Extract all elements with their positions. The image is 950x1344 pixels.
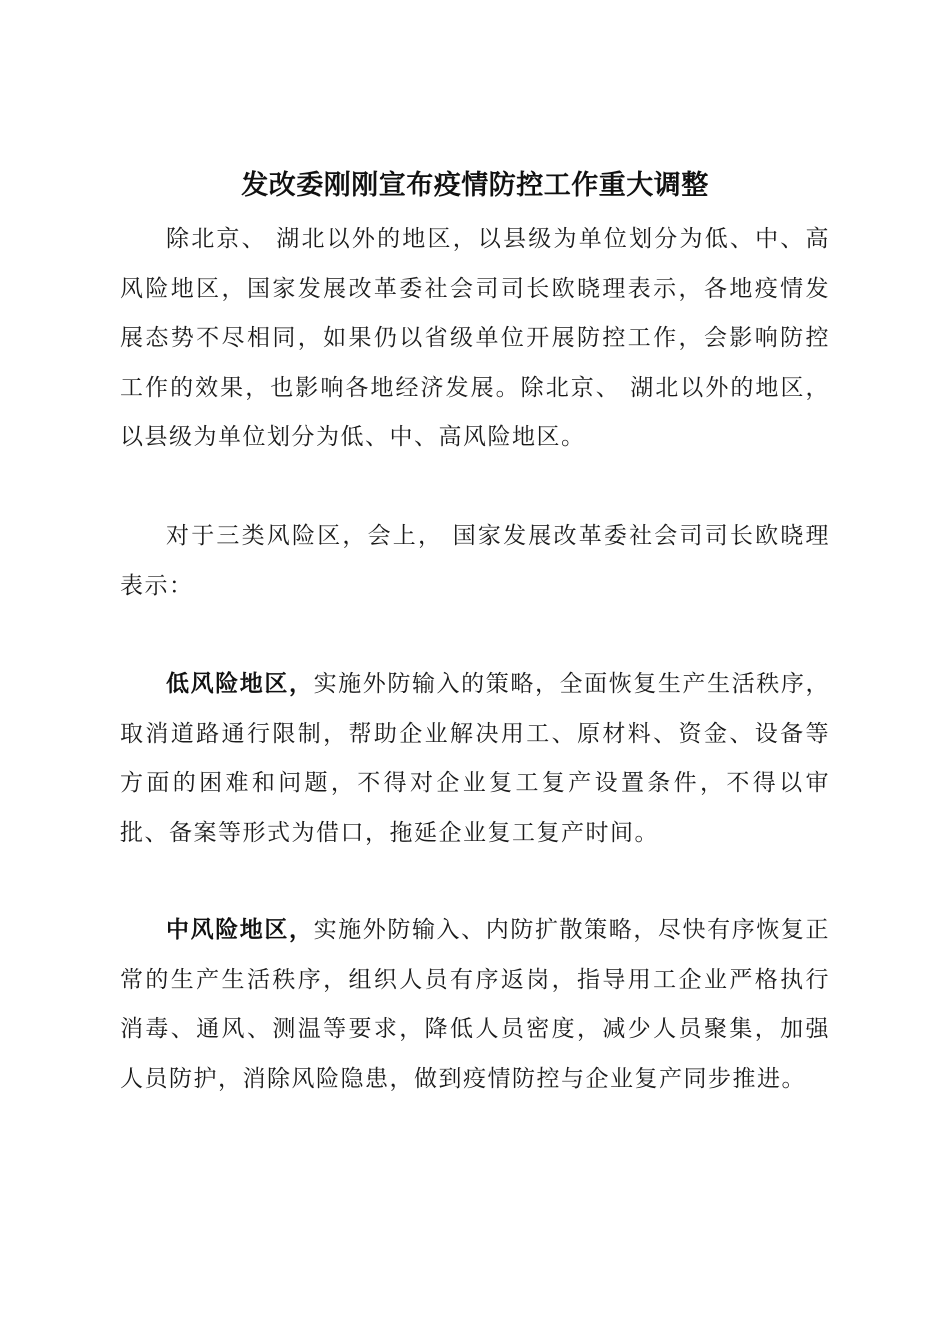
medium-risk-heading: 中风险地区， (166, 917, 314, 943)
paragraph-intro-text: 除北京、 湖北以外的地区，以县级为单位划分为低、中、高风险地区，国家发展改革委社会司司长欧晓理表示，各地疫情发展态势不尽相同，如果仍以省级单位开展防控工作，会影响防控工作的效果，也影响各地经济发展。除北京、 湖北以外的地区，以县级为单位划分为低、中、高风险地区。 (120, 226, 830, 450)
paragraph-intro (120, 215, 830, 463)
paragraph-three-risk-zones-text: 对于三类风险区，会上， 国家发展改革委社会司司长欧晓理表示： (120, 523, 830, 599)
low-risk-heading: 低风险地区， (166, 671, 314, 697)
document-title: 发改委刚刚宣布疫情防控工作重大调整 (241, 170, 709, 202)
medium-risk-text: 实施外防输入、内防扩散策略，尽快有序恢复正常的生产生活秩序，组织人员有序返岗，指导用工企业严格执行消毒、通风、测温等要求，降低人员密度，减少人员聚集，加强人员防护，消除风险隐患，做到疫情防控与企业复产同步推进。 (120, 917, 831, 1092)
paragraph-three-risk-zones (120, 512, 830, 611)
paragraph-low-risk (120, 660, 830, 858)
paragraph-medium-risk (120, 906, 830, 1104)
low-risk-text: 实施外防输入的策略，全面恢复生产生活秩序，取消道路通行限制，帮助企业解决用工、原材料、资金、设备等方面的困难和问题，不得对企业复工复产设置条件，不得以审批、备案等形式为借口，拖延企业复工复产时间。 (120, 671, 831, 846)
